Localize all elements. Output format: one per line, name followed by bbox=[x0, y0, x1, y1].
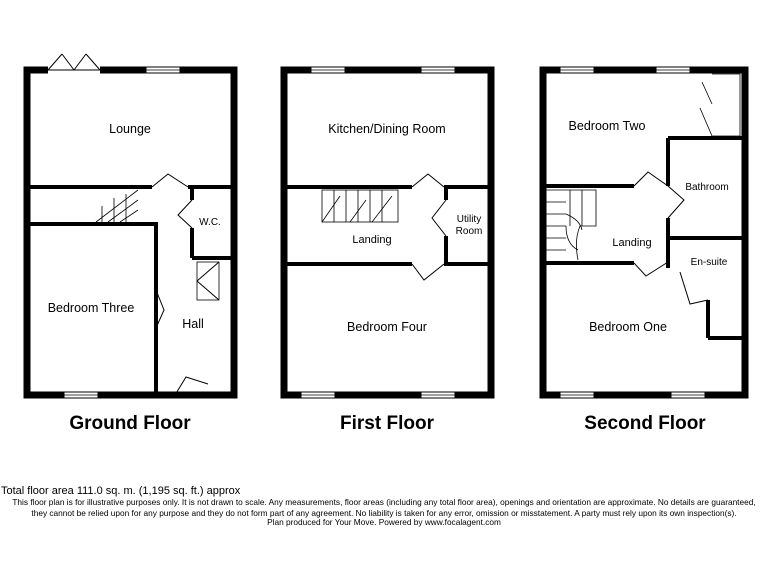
bedroom-four-window-left bbox=[301, 392, 335, 398]
second-floor-wardrobe bbox=[700, 74, 740, 136]
room-bedroom-four: Bedroom Four bbox=[347, 320, 427, 334]
bedroom-three-window bbox=[64, 392, 98, 398]
total-floor-area: Total floor area 111.0 sq. m. (1,195 sq. ft.) approx bbox=[1, 485, 241, 497]
ground-floor-outer-walls bbox=[27, 70, 234, 395]
room-bedroom-one: Bedroom One bbox=[589, 320, 667, 334]
room-en-suite: En-suite bbox=[690, 257, 728, 268]
room-kitchen-dining: Kitchen/Dining Room bbox=[328, 122, 446, 136]
room-utility-line2: Room bbox=[455, 226, 483, 237]
bedroom-one-window-left bbox=[560, 392, 594, 398]
first-floor-stairs bbox=[322, 190, 398, 222]
bedroom-two-window-left bbox=[560, 67, 594, 73]
second-floor-stairs bbox=[546, 190, 596, 260]
room-bathroom: Bathroom bbox=[685, 182, 729, 193]
second-floor-title: Second Floor bbox=[584, 413, 706, 434]
room-utility-line1: Utility bbox=[456, 214, 482, 225]
bedroom-one-window-right bbox=[671, 392, 705, 398]
room-hall: Hall bbox=[182, 317, 204, 331]
room-bedroom-two: Bedroom Two bbox=[568, 119, 646, 133]
room-landing-first: Landing bbox=[352, 234, 392, 246]
first-floor-doors bbox=[412, 174, 446, 280]
ground-floor-stairs bbox=[96, 190, 138, 222]
produced-by-text: Plan produced for Your Move. Powered by www.focalagent.com bbox=[267, 517, 501, 527]
room-landing-second: Landing bbox=[612, 237, 652, 249]
kitchen-window-left bbox=[311, 67, 345, 73]
bedroom-two-window-right bbox=[656, 67, 690, 73]
room-lounge: Lounge bbox=[109, 122, 151, 136]
second-floor-plan bbox=[543, 67, 745, 398]
bedroom-four-window-right bbox=[421, 392, 455, 398]
lounge-window bbox=[146, 67, 180, 73]
room-wc: W.C. bbox=[199, 217, 221, 228]
ground-floor-title: Ground Floor bbox=[69, 413, 191, 434]
kitchen-window-right bbox=[421, 67, 455, 73]
ground-floor-doors bbox=[152, 174, 219, 395]
room-bedroom-three: Bedroom Three bbox=[47, 301, 135, 315]
first-floor-title: First Floor bbox=[340, 413, 434, 434]
disclaimer-text: This floor plan is for illustrative purposes only. It is not drawn to scale. Any measurements, floor areas (including any total floor area), openings and orientation are approximate. No details are guaranteed, they cannot be relied upon for any purpose and they do not form part of any agreement. No liability is taken for any error, omission or misstatement. A party must rely upon its own inspection(s). bbox=[12, 497, 756, 518]
